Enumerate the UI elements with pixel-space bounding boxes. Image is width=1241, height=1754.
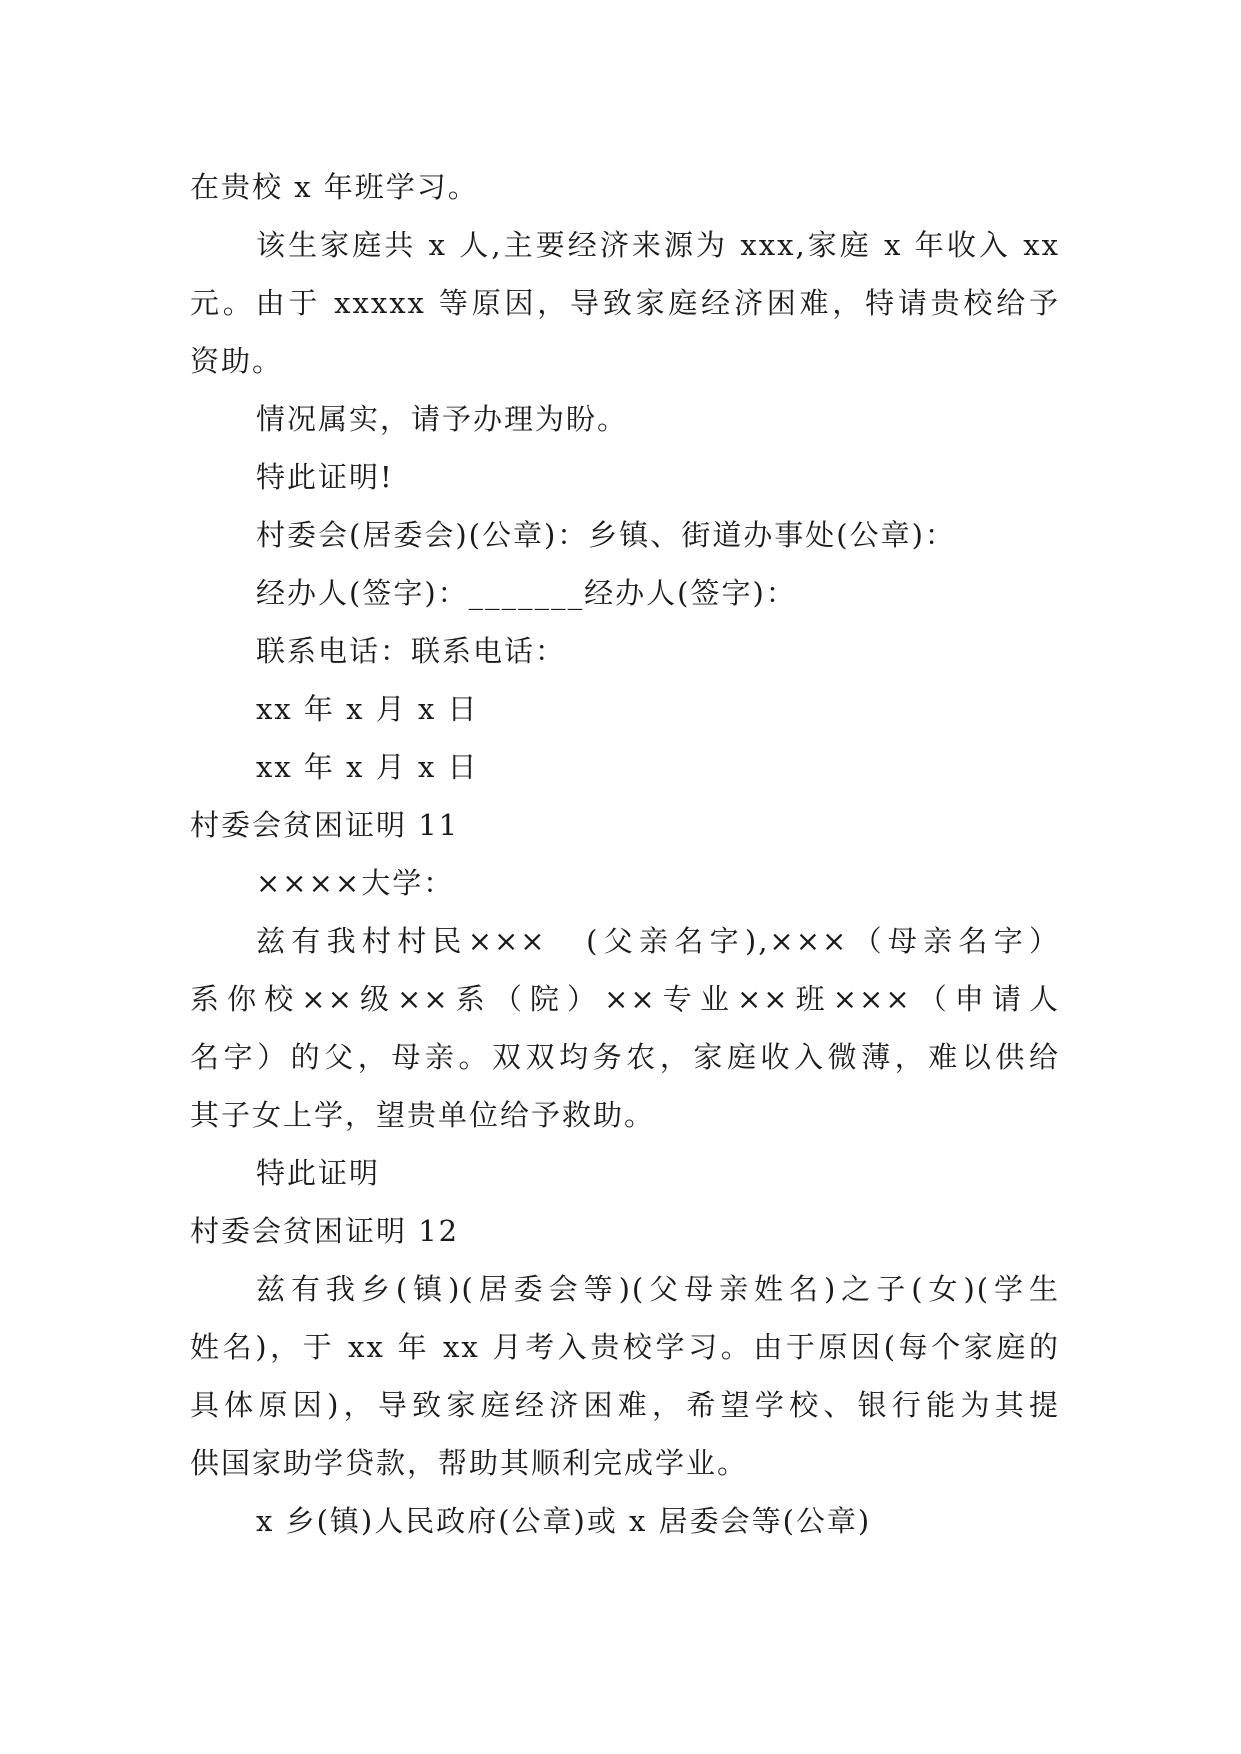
text-line: 经办人(签字)：_______经办人(签字)： (256, 576, 797, 610)
text-line: 兹有我乡(镇)(居委会等)(父母亲姓名)之子(女)(学生 (256, 1272, 1060, 1306)
section-title: 村委会贫困证明 12 (190, 1214, 460, 1248)
date-line: xx 年 x 月 x 日 (256, 692, 479, 726)
text-line: 系你校××级××系（院）××专业××班×××（申请人 (190, 982, 1060, 1016)
text-line: 兹有我村村民××× (父亲名字),×××（母亲名字） (256, 924, 1060, 958)
section-title: 村委会贫困证明 11 (190, 808, 460, 842)
text-line: 联系电话：联系电话： (256, 634, 567, 668)
text-line: 供国家助学贷款，帮助其顺利完成学业。 (190, 1446, 749, 1480)
text-line: 名字）的父，母亲。双双均务农，家庭收入微薄，难以供给 (190, 1040, 1060, 1074)
text-line: 元。由于 xxxxx 等原因，导致家庭经济困难，特请贵校给予 (190, 286, 1060, 320)
date-line: xx 年 x 月 x 日 (256, 750, 479, 784)
text-line: x 乡(镇)人民政府(公章)或 x 居委会等(公章) (256, 1504, 872, 1538)
text-line: ××××大学： (256, 866, 455, 900)
text-line: 村委会(居委会)(公章)：乡镇、街道办事处(公章)： (256, 518, 956, 552)
text-line: 资助。 (190, 344, 284, 378)
text-line: 具体原因)，导致家庭经济困难，希望学校、银行能为其提 (190, 1388, 1060, 1422)
text-line: 情况属实，请予办理为盼。 (256, 402, 629, 436)
text-line: 其子女上学，望贵单位给予救助。 (190, 1098, 656, 1132)
text-line: 姓名)，于 xx 年 xx 月考入贵校学习。由于原因(每个家庭的 (190, 1330, 1060, 1364)
text-line: 特此证明! (256, 460, 394, 494)
text-line: 在贵校 x 年班学习。 (190, 170, 479, 204)
text-line: 特此证明 (256, 1156, 381, 1190)
text-line: 该生家庭共 x 人,主要经济来源为 xxx,家庭 x 年收入 xx (256, 228, 1060, 262)
